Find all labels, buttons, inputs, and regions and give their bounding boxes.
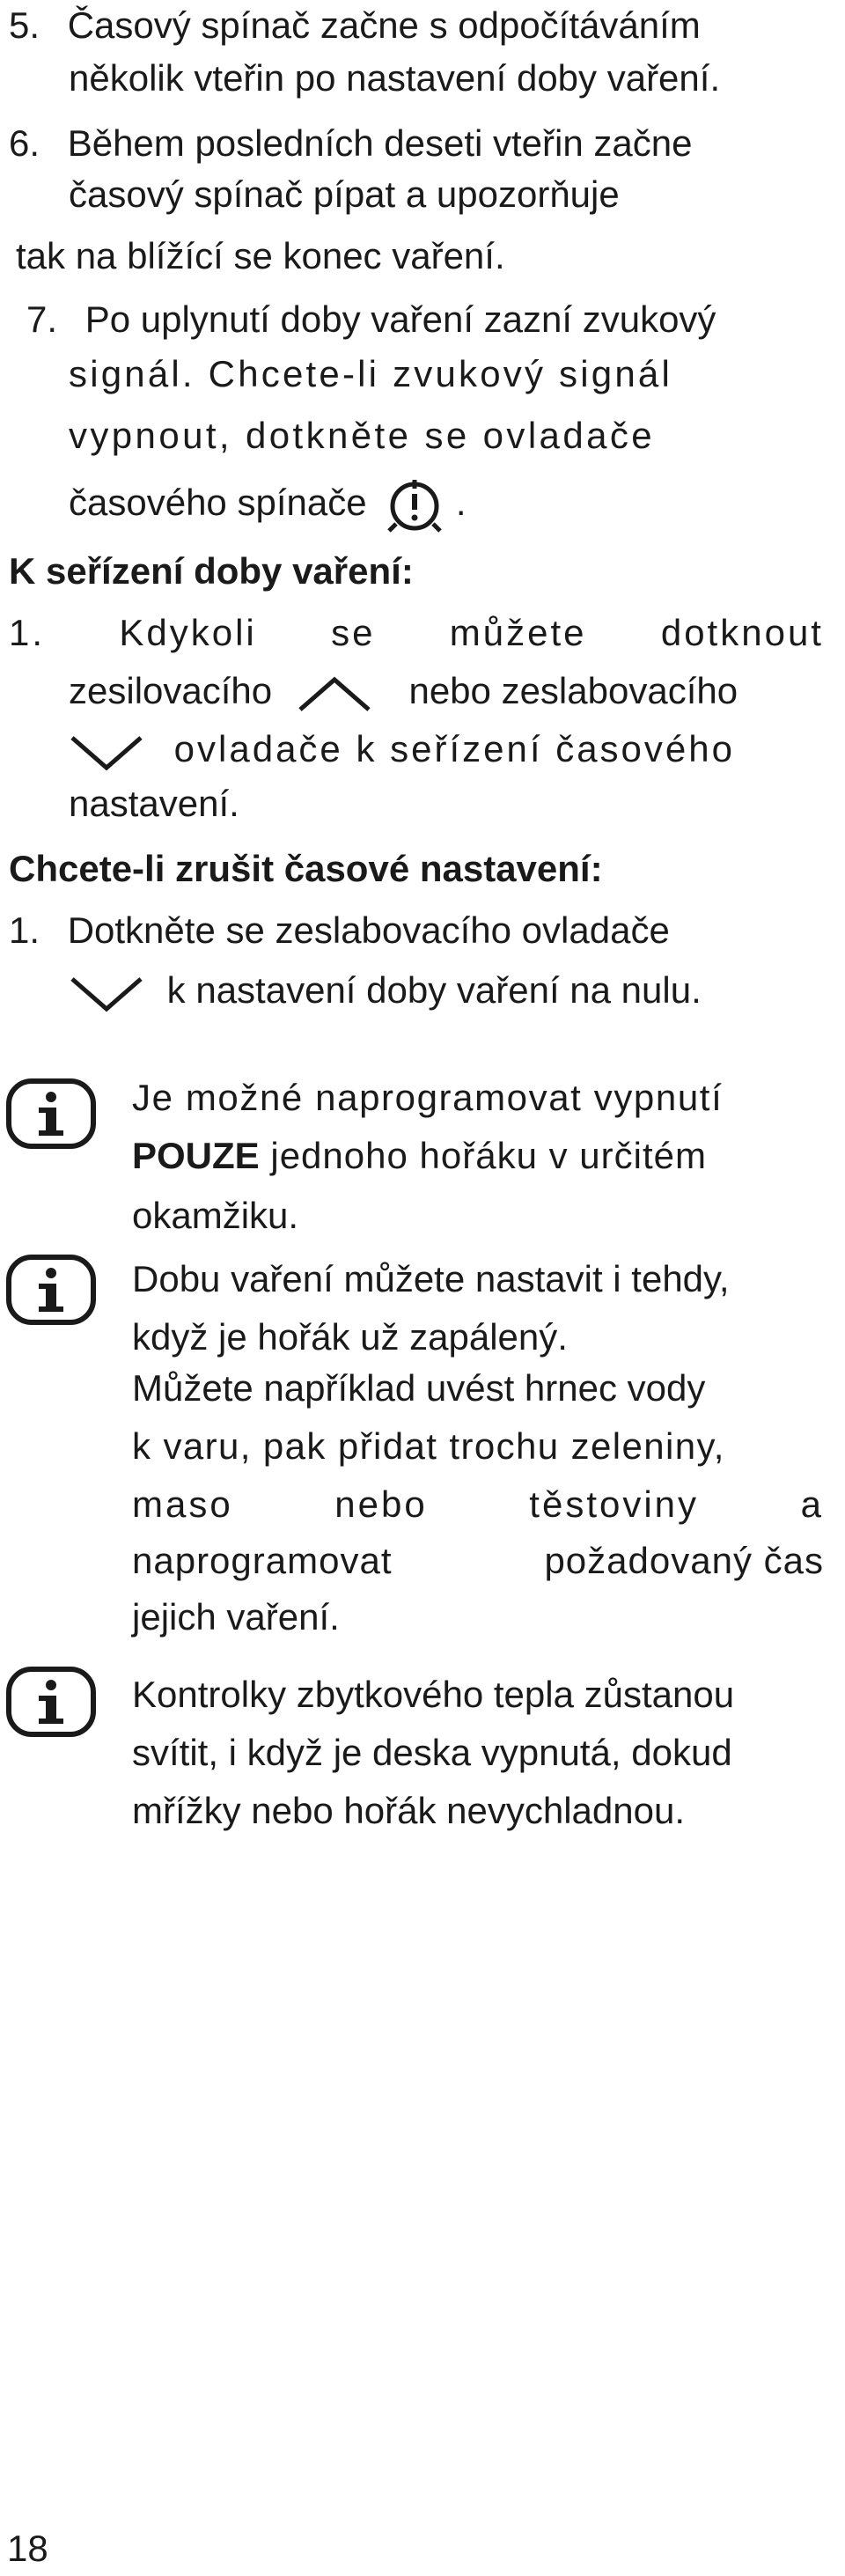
chevron-up-icon <box>297 674 372 713</box>
word: dotknout <box>660 612 824 653</box>
step-text: Časový spínač začne s odpočítáváním <box>67 4 701 46</box>
word: nebo <box>334 1483 428 1525</box>
word: se <box>331 612 376 653</box>
step-number: 1. <box>9 612 46 653</box>
section-heading-cancel: Chcete-li zrušit časové nastavení: <box>9 848 603 889</box>
step-5-line-1 <box>9 0 701 51</box>
step-7-line-2: signál. Chcete-li zvukový signál <box>69 353 672 394</box>
note-text: jednoho hořáku v určitém <box>259 1135 707 1176</box>
note-1-line-3: okamžiku. <box>132 1195 299 1236</box>
section-heading-adjust: K seřízení doby vaření: <box>9 550 414 592</box>
note-3-line-3: mřížky nebo hořák nevychladnou. <box>132 1790 686 1831</box>
note-2-line-3: Můžete například uvést hrnec vody <box>132 1367 706 1409</box>
step-number: 7. <box>26 298 58 340</box>
step-text: nebo zeslabovacího <box>408 670 738 711</box>
step-text: k nastavení doby vaření na nulu. <box>166 969 702 1011</box>
punctuation: . <box>455 482 467 523</box>
cancel-step-1-line-2 <box>69 965 702 1016</box>
chevron-down-icon <box>69 974 144 1012</box>
info-icon <box>5 1078 97 1150</box>
step-text: Po uplynutí doby vaření zazní zvukový <box>84 298 716 340</box>
word: Kdykoli <box>119 612 257 653</box>
step-text: časového spínače <box>69 482 367 523</box>
step-7-line-1 <box>26 294 716 345</box>
step-number: 5. <box>9 4 40 46</box>
word: a <box>800 1483 824 1525</box>
word: maso <box>132 1483 233 1525</box>
note-2-line-2: když je hořák už zapálený. <box>132 1316 568 1358</box>
note-2-line-1: Dobu vaření můžete nastavit i tehdy, <box>132 1258 730 1299</box>
step-6-line-1 <box>9 118 692 169</box>
note-3-line-1: Kontrolky zbytkového tepla zůstanou <box>132 1674 735 1715</box>
note-text: naprogramovat <box>132 1540 393 1581</box>
chevron-down-icon <box>69 732 144 771</box>
page-number: 18 <box>7 2528 48 2569</box>
step-6-line-2: časový spínač pípat a upozorňuje <box>69 173 620 215</box>
note-2-line-7: jejich vaření. <box>132 1596 340 1638</box>
note-2-line-6 <box>132 1535 824 1586</box>
step-text: Dotkněte se zeslabovacího ovladače <box>67 909 670 951</box>
step-text: ovladače k seřízení časového <box>173 728 735 769</box>
step-7-line-4 <box>69 474 467 534</box>
adjust-step-1-line-3 <box>69 724 735 775</box>
emphasis: POUZE <box>132 1135 260 1176</box>
adjust-step-1-line-2 <box>69 666 738 717</box>
info-icon <box>5 1254 97 1326</box>
step-6-line-3: tak na blížící se konec vaření. <box>16 235 505 276</box>
timer-icon <box>384 476 445 534</box>
step-text: Během posledních deseti vteřin začne <box>67 122 693 164</box>
step-number: 1. <box>9 909 40 951</box>
note-2-line-5 <box>132 1479 824 1530</box>
note-1-line-1: Je možné naprogramovat vypnutí <box>132 1077 724 1118</box>
step-7-line-3: vypnout, dotkněte se ovladače <box>69 415 655 456</box>
cancel-step-1-line-1 <box>9 905 670 956</box>
step-number: 6. <box>9 122 40 164</box>
note-1-line-2 <box>132 1130 707 1181</box>
step-text: zesilovacího <box>69 670 273 711</box>
note-2-line-4: k varu, pak přidat trochu zeleniny, <box>132 1425 725 1467</box>
adjust-step-1-line-4: nastavení. <box>69 783 239 824</box>
note-text: požadovaný čas <box>544 1540 824 1581</box>
adjust-step-1-line-1 <box>9 607 824 659</box>
info-icon <box>5 1666 97 1738</box>
note-3-line-2: svítit, i když je deska vypnutá, dokud <box>132 1732 732 1773</box>
word: těstoviny <box>529 1483 700 1525</box>
step-5-line-2: několik vteřin po nastavení doby vaření. <box>69 57 721 99</box>
word: můžete <box>449 612 587 653</box>
